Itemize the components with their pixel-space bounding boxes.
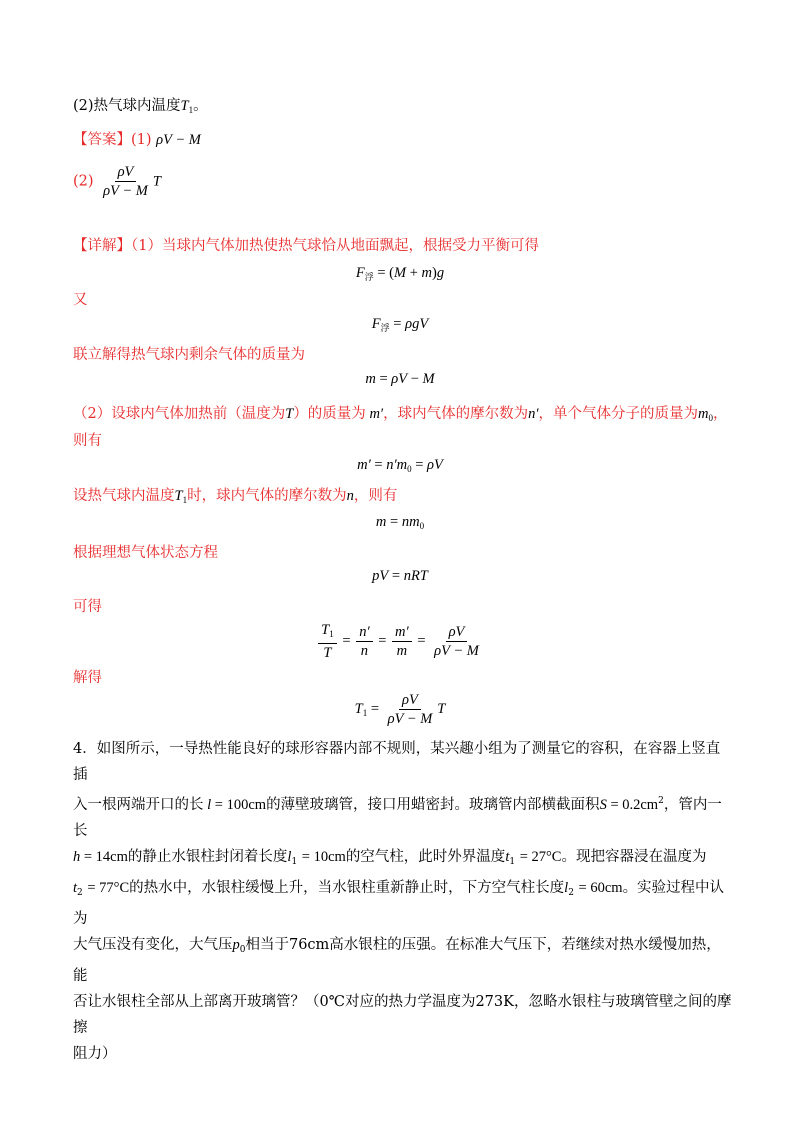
ideal-gas-line <box>73 543 218 563</box>
part2-d: ，单个气体分子的质量为 <box>538 406 699 422</box>
answer-tag: 【答案】 <box>73 132 131 148</box>
set-temp-c: ，则有 <box>353 488 398 504</box>
question-4 <box>73 736 733 1067</box>
also-line <box>73 290 88 310</box>
q4-line-6 <box>73 989 733 1041</box>
answer-1-formula: ρV − M <box>156 132 201 148</box>
set-temp-a: 设热气球内温度 <box>73 488 175 504</box>
can-get-line <box>73 597 102 617</box>
q4-line-2: 入一根两端开口的长 l = 100cm的薄壁玻璃管，接口用蜡密封。玻璃管内部横截面积$S = 0.2cm^2$，管内一长 <box>73 796 722 839</box>
also-text: 又 <box>73 292 88 308</box>
q4-p7: 阻力） <box>73 1046 117 1062</box>
eq-final-mass: $m = nm_0$ <box>375 514 425 531</box>
eq-ideal-gas: pV = nRT <box>372 568 428 584</box>
eq-ratio: $\frac{T_1}{T}$ = $\frac{n'}{n}$ = $\frac{m'}{m}$ = $\frac{\rho V}{\rho V - M}$ <box>0 622 800 661</box>
combine-line <box>73 345 305 365</box>
q4-line-1 <box>73 736 733 788</box>
q4-line-5: 大气压没有变化，大气压$p_0$相当于76cm高水银柱的压强。在标准大气压下，若继续对热水缓慢加热，能 <box>73 937 721 984</box>
val-l1: = 10cm <box>301 849 346 865</box>
eq-result: $T_1$ = $\frac{\rho V}{\rho V - M}$ T <box>354 692 446 727</box>
q4-p3a: 的静止水银柱封闭着长度 <box>127 849 288 865</box>
q4-p6: 否让水银柱全部从上部离开玻璃管？（0℃对应的热力学温度为273K，忽略水银柱与玻璃管壁之间的摩擦 <box>73 994 732 1036</box>
q4-p5a: 大气压没有变化，大气压 <box>73 937 233 953</box>
val-l: = 100cm <box>214 797 267 813</box>
q4-line-3: h = 14cm的静止水银柱封闭着长度$l_1 = 10cm$的空气柱，此时外界温度$t_1 = 27^\circ C$。现把容器浸在温度为 <box>73 849 707 867</box>
q4-line-4: $t_2 = 77^\circ C$的热水中，水银柱缓慢上升，当水银柱重新静止时，下方空气柱长度$l_2 = 60cm$。实验过程中认为 <box>73 880 725 927</box>
solve-line <box>73 668 102 688</box>
part2-line: （2）设球内气体加热前（温度为T）的质量为 m′，球内气体的摩尔数为n′，单个气体分子的质量为$m_0$， <box>73 406 728 423</box>
can-get-text: 可得 <box>73 599 102 615</box>
part2-a: （2）设球内气体加热前（温度为 <box>73 406 286 422</box>
float-sub: 浮 <box>364 273 374 283</box>
ideal-gas-text: 根据理想气体状态方程 <box>73 545 218 561</box>
question-2-line <box>73 96 208 120</box>
part2-c: ，球内气体的摩尔数为 <box>383 406 529 422</box>
detail-tag: 【详解】 <box>73 238 131 254</box>
eq-mass: m = ρV − M <box>365 371 435 387</box>
q4-line-7 <box>73 1041 733 1067</box>
q4-p2c: ，管内一长 <box>73 797 722 839</box>
q4-p3b: 的空气柱，此时外界温度 <box>345 849 506 865</box>
set-temp-b: 时，球内气体的摩尔数为 <box>187 488 347 504</box>
val-h: = 14cm <box>83 849 128 865</box>
answer-1-prefix: (1) <box>131 132 152 148</box>
detail-line-1 <box>73 236 539 256</box>
val-t1: = 27°C <box>519 849 562 865</box>
float-sub-2: 浮 <box>380 324 390 334</box>
period: 。 <box>193 98 208 114</box>
answer-line-1 <box>73 130 201 150</box>
q4-p4b: 。实验过程中认为 <box>73 880 725 927</box>
q4-p5b: 相当于76cm高水银柱的压强。在标准大气压下，若继续对热水缓慢加热，能 <box>73 937 721 984</box>
eq-initial-mass: $m' = n'm_0 = \rho V$ <box>357 457 443 474</box>
eq-buoyancy-force: $F_浮 = \rho gV$ <box>371 316 429 334</box>
then-have-text: 则有 <box>73 433 102 449</box>
question-2-text: (2)热气球内温度 <box>73 98 181 114</box>
q4-p4a: 的热水中，水银柱缓慢上升，当水银柱重新静止时，下方空气柱长度 <box>129 880 565 896</box>
combine-text: 联立解得热气球内剩余气体的质量为 <box>73 347 305 363</box>
set-temp-line: 设热气球内温度$T_1$时，球内气体的摩尔数为n，则有 <box>73 488 398 505</box>
val-t2: = 77°C <box>87 880 130 896</box>
part2-e: ， <box>713 406 728 422</box>
detail-1-text: （1）当球内气体加热使热气球恰从地面飘起，根据受力平衡可得 <box>131 238 539 254</box>
answer-2-fraction: $\frac{\rho V}{\rho V - M}$ <box>103 164 148 199</box>
var-T1: $T_1$ <box>180 98 194 115</box>
solve-text: 解得 <box>73 670 102 686</box>
q4-p2a: 入一根两端开口的长 <box>73 797 204 813</box>
eq-buoyancy-balance: $F_浮 = (M + m)g$ <box>355 265 445 283</box>
q4-p3c: 。现把容器浸在温度为 <box>561 849 707 865</box>
val-S: = 0.2cm <box>610 797 659 813</box>
answer-line-2: (2) $\frac{\rho V}{\rho V - M}$ T <box>73 164 161 199</box>
then-have-line <box>73 431 102 451</box>
q4-p2b: 的薄壁玻璃管，接口用蜡密封。玻璃管内部横截面积 <box>266 797 600 813</box>
part2-b: ）的质量为 <box>293 406 366 422</box>
answer-2-prefix: (2) <box>73 173 94 190</box>
val-l2: = 60cm <box>578 880 623 896</box>
q4-p1a: 4．如图所示，一导热性能良好的球形容器内部不规则，某兴趣小组为了测量它的容积，在容器上竖直插 <box>73 741 721 783</box>
